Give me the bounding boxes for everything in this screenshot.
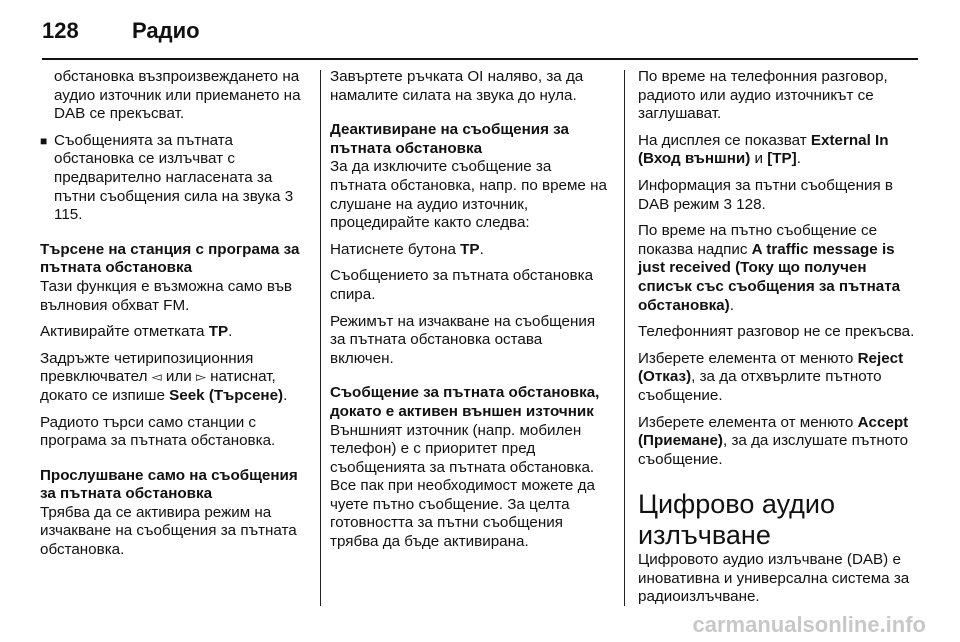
reject-label: Reject (Отказ) xyxy=(638,349,904,386)
tp-label: TP xyxy=(460,240,480,258)
page-ref-arrow-icon: 3 xyxy=(284,187,294,205)
column-2 xyxy=(330,68,608,560)
section-heading-listen-traffic: Прослушване само на съобщения за пътната обстановка xyxy=(40,466,298,503)
paragraph: Телефонният разговор не се прекъсва. xyxy=(638,323,915,341)
paragraph: Тази функция е възможна само във вълновия обхват FM. xyxy=(40,277,293,314)
paragraph: обстановка възпроизвеждането на аудио източник или приемането на DAB се прекъсват. xyxy=(54,68,301,123)
seek-label: Seek (Търсене) xyxy=(169,386,284,404)
paragraph: Изберете елемента от менюто Accept (Приемане), за да изслушате пътното съобщение. xyxy=(638,413,909,468)
section-heading-dab: Цифрово аудио излъчване xyxy=(638,489,836,551)
page-ref-link[interactable]: 115. xyxy=(54,206,83,224)
section-heading-deactivate: Деактивиране на съобщения за пътната обстановка xyxy=(330,121,569,157)
header-divider xyxy=(42,58,918,60)
column-divider-2 xyxy=(624,70,625,606)
page-ref-arrow-icon: 3 xyxy=(723,195,732,213)
paragraph: Изберете елемента от менюто Reject (Отказ), за да отхвърлите пътното съобщение. xyxy=(638,349,904,404)
paragraph: Външният източник (напр. мобилен телефон) е с приоритет пред съобщенията за пътната обстановка. Все пак при необходимост можете да чуете пътно съобщение. За целта готовността за пътни съобщения трябва да бъде активирана. xyxy=(330,421,595,551)
paragraph: Активирайте отметката TP. xyxy=(40,323,233,341)
page-number: 128 xyxy=(42,18,79,43)
paragraph: Режимът на изчакване на съобщения за пътната обстановка остава включен. xyxy=(330,312,596,367)
column-divider-1 xyxy=(320,70,321,606)
paragraph: По време на пътно съобщение се показва надпис A traffic message is just received (Току що получен списък със съобщения за пътната обстановка). xyxy=(638,222,901,314)
paragraph: Натиснете бутона TP. xyxy=(330,240,484,258)
tp-label: TP xyxy=(208,323,229,341)
paragraph: Съобщението за пътната обстановка спира. xyxy=(330,267,594,303)
column-3 xyxy=(638,68,916,615)
paragraph: Трябва да се активира режим на изчакване на съобщения за пътната обстановка. xyxy=(40,503,297,559)
section-heading-search-tp: Търсене на станция с програма за пътната обстановка xyxy=(40,240,300,277)
page-ref-link[interactable]: 128. xyxy=(736,195,766,213)
paragraph: На дисплея се показват External In (Вход външни) и [TP]. xyxy=(638,131,889,168)
traffic-message-label: A traffic message is just received (Току що получен списък със съобщения за пътната обстановка) xyxy=(638,240,901,314)
left-arrow-icon: ◅ xyxy=(151,369,162,385)
page-header xyxy=(42,18,200,48)
paragraph: Цифровото аудио излъчване (DAB) е иновативна и универсална система за радиоизлъчване. xyxy=(638,551,910,606)
bullet-square-icon: ■ xyxy=(40,133,48,148)
page-title: Радио xyxy=(132,18,200,43)
paragraph: Радиото търси само станции с програма за пътната обстановка. xyxy=(40,413,276,450)
tp-indicator-label: [TP] xyxy=(767,150,797,168)
section-heading-external-source: Съобщение за пътната обстановка, докато е активен външен източник xyxy=(330,384,600,420)
paragraph: Информация за пътни съобщения в DAB режим 3 128. xyxy=(638,176,893,213)
external-in-label: External In (Вход външни) xyxy=(638,131,889,168)
bullet-text: Съобщенията за пътната обстановка се излъчват с предварително нагласената за пътни съобщения сила на звука xyxy=(54,131,281,205)
paragraph: За да изключите съобщение за пътната обстановка, напр. по време на слушане на аудио източник, процедирайте както следва: xyxy=(330,158,607,232)
watermark: carmanualsonline.info xyxy=(692,612,926,637)
column-1 xyxy=(40,68,310,568)
right-arrow-icon: ▻ xyxy=(195,369,206,385)
accept-label: Accept (Приемане) xyxy=(638,413,909,450)
list-item xyxy=(40,132,310,225)
paragraph: Завъртете ръчката OI наляво, за да намалите силата на звука до нула. xyxy=(330,68,584,104)
paragraph: По време на телефонния разговор, радиото или аудио източникът се заглушават. xyxy=(638,68,888,123)
paragraph: Задръжте четирипозиционния превключвател ◅ или ▻ натиснат, докато се изпише Seek (Търсене). xyxy=(40,349,288,404)
